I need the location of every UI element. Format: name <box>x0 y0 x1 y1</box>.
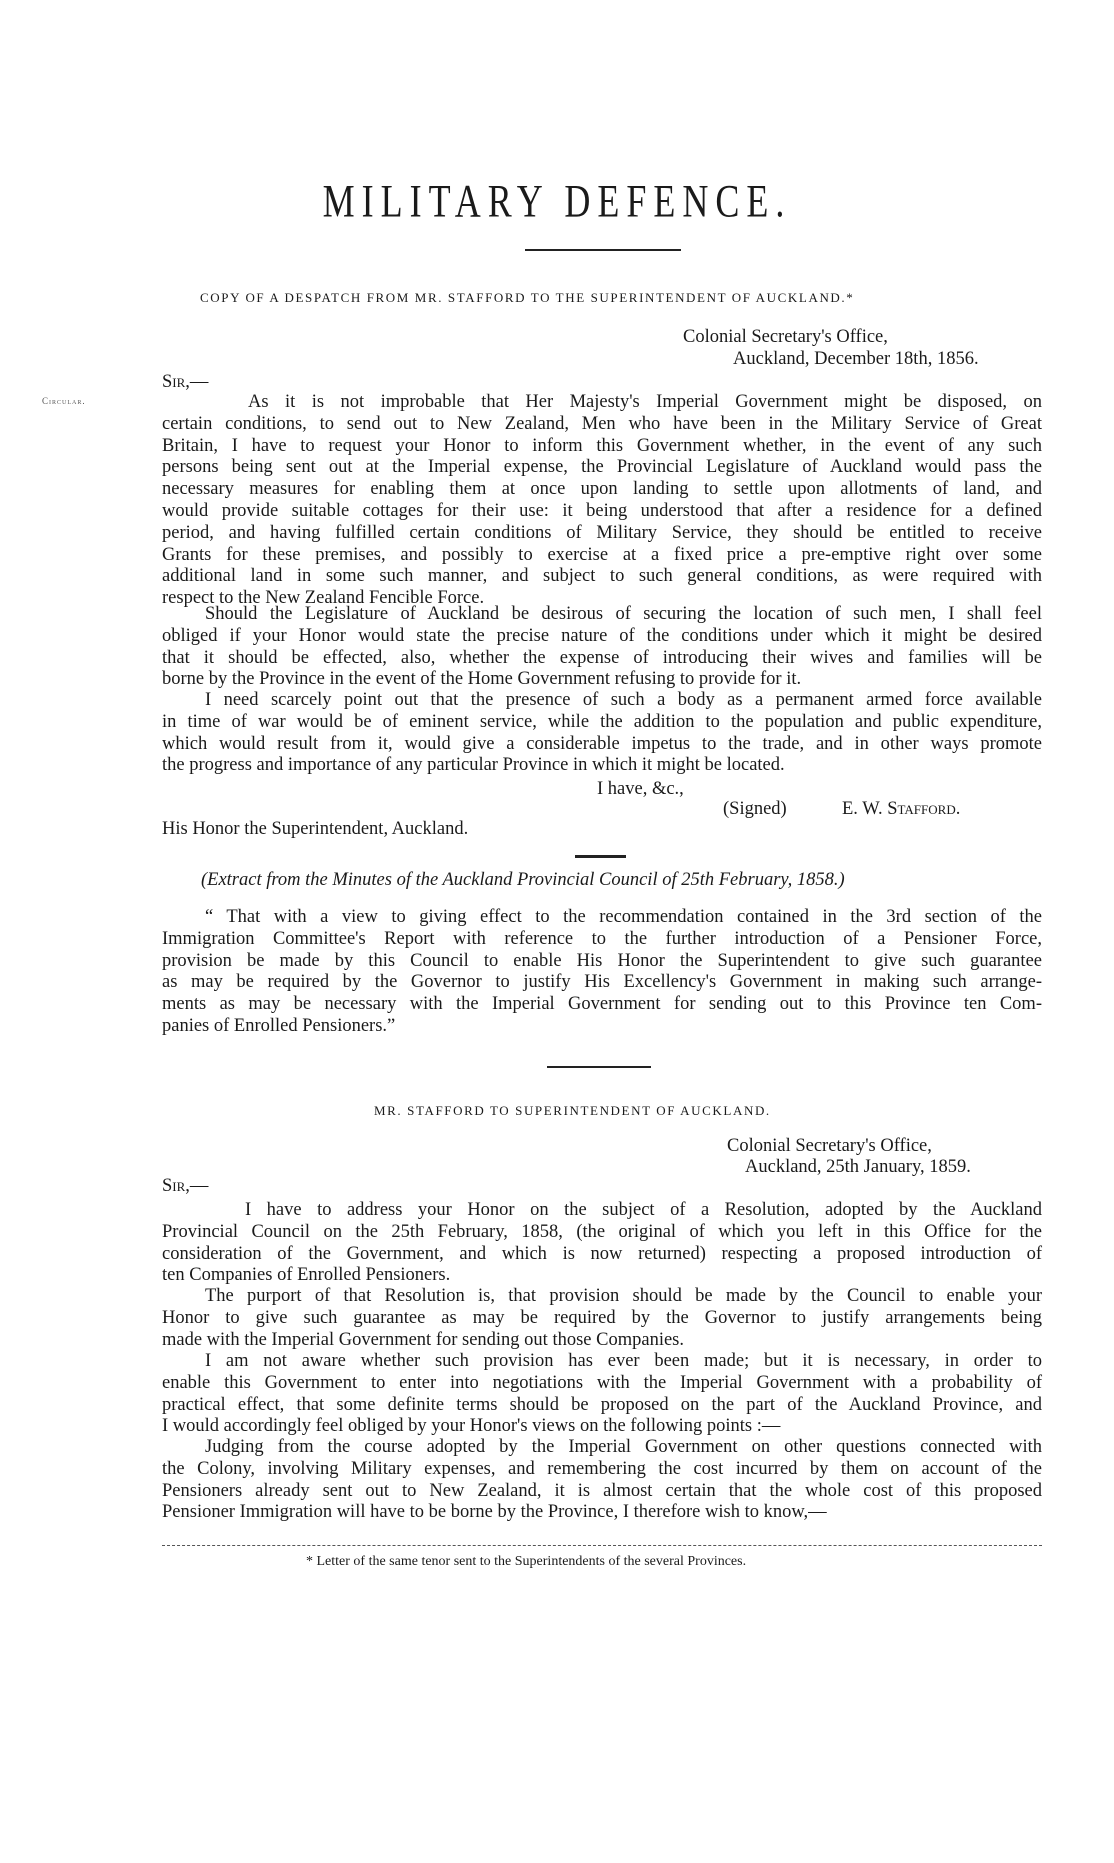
letter2-address-line2: Auckland, 25th January, 1859. <box>745 1157 971 1177</box>
paragraph-line: enable this Government to enter into negotiations with the Imperial Government with a probability of <box>162 1372 1042 1393</box>
letter1-address-line1: Colonial Secretary's Office, <box>683 327 888 347</box>
letter1-closing: I have, &c., <box>597 779 684 799</box>
letter2-heading: MR. STAFFORD TO SUPERINTENDENT OF AUCKLAND. <box>374 1103 771 1118</box>
margin-note-circular: Circular. <box>42 396 86 406</box>
paragraph-line: in time of war would be of eminent service, while the addition to the population and public expenditure, <box>162 711 1042 732</box>
despatch-heading: COPY OF A DESPATCH FROM MR. STAFFORD TO THE SUPERINTENDENT OF AUCKLAND.* <box>200 290 855 305</box>
footnote-rule <box>162 1545 1042 1546</box>
paragraph-line: I am not aware whether such provision has ever been made; but it is necessary, in order to <box>205 1351 1042 1371</box>
letter1-addressee: His Honor the Superintendent, Auckland. <box>162 819 469 839</box>
extract-heading: (Extract from the Minutes of the Auckland Provincial Council of 25th February, 1858.) <box>201 870 845 890</box>
paragraph-line: Provincial Council on the 25th February, 1858, (the original of which you left in this Office for the <box>162 1221 1042 1242</box>
paragraph-line: Pensioners already sent out to New Zealand, it is almost certain that the whole cost of this proposed <box>162 1480 1042 1501</box>
section-rule <box>575 855 626 858</box>
paragraph-line: that it should be effected, also, whether the expense of introducing their wives and families will be <box>162 647 1042 668</box>
paragraph-line: which would result from it, would give a considerable impetus to the trade, and in other ways promote <box>162 733 1042 754</box>
letter2-salutation: Sir,— <box>162 1176 209 1196</box>
paragraph-line: ments as may be necessary with the Imperial Government for sending out to this Province ten Com- <box>162 994 1042 1015</box>
paragraph-line: I would accordingly feel obliged by your Honor's views on the following points :— <box>162 1416 781 1437</box>
paragraph-line: provision be made by this Council to enable His Honor the Superintendent to give such guarantee <box>162 950 1042 971</box>
paragraph-line: persons being sent out at the Imperial expense, the Provincial Legislature of Auckland would pass the <box>162 457 1042 478</box>
paragraph-line: period, and having fulfilled certain conditions of Military Service, they should be entitled to receive <box>162 522 1042 543</box>
page-title: MILITARY DEFENCE. <box>322 175 792 227</box>
letter1-salutation: Sir,— <box>162 372 209 392</box>
signed-label: (Signed) <box>723 799 787 819</box>
letter2-address-line1: Colonial Secretary's Office, <box>727 1136 932 1156</box>
paragraph-line: as may be required by the Governor to justify His Excellency's Government in making such arrange- <box>162 972 1042 993</box>
paragraph-line: made with the Imperial Government for sending out those Companies. <box>162 1329 684 1350</box>
paragraph-line: practical effect, that some definite terms should be proposed on the part of the Auckland Province, and <box>162 1394 1042 1415</box>
paragraph-line: Honor to give such guarantee as may be required by the Governor to justify arrangements being <box>162 1307 1042 1328</box>
paragraph-line: borne by the Province in the event of the Home Government refusing to provide for it. <box>162 669 802 690</box>
paragraph-line: Grants for these premises, and possibly to exercise at a fixed price a pre-emptive right over some <box>162 544 1042 565</box>
paragraph-line: obliged if your Honor would state the precise nature of the conditions under which it might be desired <box>162 625 1042 646</box>
paragraph-line: Judging from the course adopted by the Imperial Government on other questions connected with <box>205 1437 1042 1457</box>
letter1-address-line2: Auckland, December 18th, 1856. <box>733 349 979 369</box>
paragraph-line: respect to the New Zealand Fencible Force. <box>162 588 485 609</box>
paragraph-line: necessary measures for enabling them at once upon landing to settle upon allotments of land, and <box>162 479 1042 500</box>
paragraph-line: Should the Legislature of Auckland be desirous of securing the location of such men, I shall feel <box>205 604 1042 624</box>
paragraph-line: Pensioner Immigration will have to be borne by the Province, I therefore wish to know,— <box>162 1502 827 1523</box>
paragraph-line: the progress and importance of any particular Province in which it might be located. <box>162 755 785 776</box>
paragraph-line: I need scarcely point out that the presence of such a body as a permanent armed force available <box>205 690 1042 710</box>
paragraph-line: As it is not improbable that Her Majesty's Imperial Government might be disposed, on <box>248 392 1042 412</box>
paragraph-line: would provide suitable cottages for their use: it being understood that after a residence for a defined <box>162 501 1042 521</box>
paragraph-line: certain conditions, to send out to New Zealand, Men who have been in the Military Service of Great <box>162 413 1042 434</box>
paragraph-line: “ That with a view to giving effect to the recommendation contained in the 3rd section of the <box>205 907 1042 927</box>
paragraph-line: Britain, I have to request your Honor to inform this Government whether, in the event of any such <box>162 435 1042 456</box>
paragraph-line: panies of Enrolled Pensioners.” <box>162 1016 396 1036</box>
paragraph-line: the Colony, involving Military expenses, and remembering the cost incurred by them on account of the <box>162 1458 1042 1479</box>
paragraph-line: additional land in some such manner, and subject to such general conditions, as were required with <box>162 566 1042 587</box>
title-rule <box>525 249 681 251</box>
paragraph-line: The purport of that Resolution is, that provision should be made by the Council to enable your <box>205 1286 1042 1306</box>
paragraph-line: consideration of the Government, and which is now returned) respecting a proposed introduction of <box>162 1243 1042 1264</box>
paragraph-line: Immigration Committee's Report with reference to the further introduction of a Pensioner Force, <box>162 928 1042 949</box>
footnote: * Letter of the same tenor sent to the Superintendents of the several Provinces. <box>306 1554 747 1569</box>
paragraph-line: I have to address your Honor on the subject of a Resolution, adopted by the Auckland <box>245 1200 1042 1220</box>
section-rule <box>547 1066 651 1068</box>
signer-name: E. W. Stafford. <box>842 799 961 819</box>
paragraph-line: ten Companies of Enrolled Pensioners. <box>162 1265 451 1286</box>
